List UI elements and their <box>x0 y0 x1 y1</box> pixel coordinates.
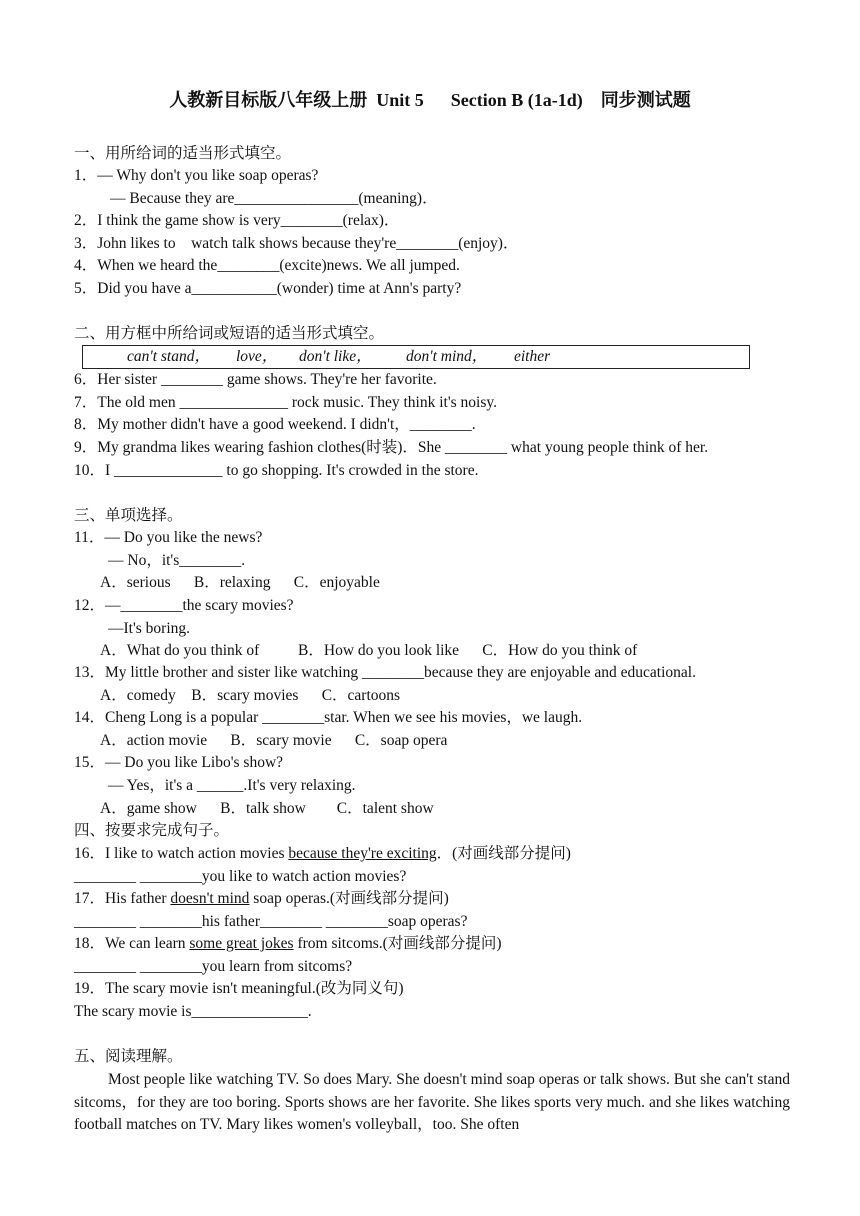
word-box-item: love， <box>236 348 278 365</box>
question-12-prompt: 12．—________the scary movies? <box>74 597 294 614</box>
section-1-heading: 一、用所给词的适当形式填空。 <box>74 145 292 162</box>
question-16-text: 16．I like to watch action movies <box>74 845 289 862</box>
question-13-options: A．comedy B．scary movies C．cartoons <box>100 687 401 704</box>
word-box-item: either <box>514 348 551 365</box>
question-1-prompt: 1．— Why don't you like soap operas? <box>74 167 319 184</box>
word-box <box>82 345 750 369</box>
question-11-prompt: 11．— Do you like the news? <box>74 529 263 546</box>
question-9: 9．My grandma likes wearing fashion clothes(时装)．She ________ what young people think of her. <box>74 439 709 456</box>
question-19-answer: The scary movie is_______________. <box>74 1003 312 1020</box>
word-box-item: can't stand， <box>127 348 210 365</box>
question-3: 3．John likes to watch talk shows because they're________(enjoy)． <box>74 235 519 252</box>
question-18-instruction: from sitcoms.(对画线部分提问) <box>293 935 502 952</box>
question-14: 14．Cheng Long is a popular ________star. When we see his movies，we laugh. <box>74 709 583 726</box>
section-4-heading: 四、按要求完成句子。 <box>74 822 230 839</box>
question-14-options: A．action movie B．scary movie C．soap opera <box>100 732 448 749</box>
question-2: 2．I think the game show is very________(relax)． <box>74 212 400 229</box>
question-19: 19．The scary movie isn't meaningful.(改为同义句) <box>74 980 404 997</box>
question-17-text: 17．His father <box>74 890 171 907</box>
question-18-answer: ________ ________you learn from sitcoms? <box>74 958 353 975</box>
question-8: 8．My mother didn't have a good weekend. I didn't，________. <box>74 416 476 433</box>
question-1-answer: — Because they are________________(meaning)． <box>110 190 438 207</box>
section-2-heading: 二、用方框中所给词或短语的适当形式填空。 <box>74 325 385 342</box>
question-5: 5．Did you have a___________(wonder) time at Ann's party? <box>74 280 462 297</box>
question-13: 13．My little brother and sister like watching ________because they are enjoyable and educational. <box>74 664 696 681</box>
question-16 <box>74 844 571 864</box>
question-16-underlined: because they're exciting <box>288 845 437 862</box>
question-10: 10．I ______________ to go shopping. It's crowded in the store. <box>74 462 479 479</box>
question-12-reply: —It's boring. <box>108 620 191 637</box>
question-17-answer: ________ ________his father________ ________soap operas? <box>74 913 468 930</box>
question-7: 7．The old men ______________ rock music. They think it's noisy. <box>74 394 497 411</box>
reading-passage: Most people like watching TV. So does Mary. She doesn't mind soap operas or talk shows. But she can't stand sitcoms，for they are too boring. Sports shows are her favorite. She likes sports very much. and she likes watching football matches on TV. Mary likes women's volleyball，too. She often <box>74 1071 790 1133</box>
question-11-options: A．serious B．relaxing C．enjoyable <box>100 574 380 591</box>
question-18-text: 18．We can learn <box>74 935 190 952</box>
question-15-options: A．game show B．talk show C．talent show <box>100 800 434 817</box>
question-17 <box>74 889 449 909</box>
question-6: 6．Her sister ________ game shows. They're her favorite. <box>74 371 437 388</box>
question-12-options: A．What do you think of B．How do you look like C．How do you think of <box>100 642 638 659</box>
section-5-heading: 五、阅读理解。 <box>74 1048 183 1065</box>
question-17-underlined: doesn't mind <box>170 890 250 907</box>
question-16-answer: ________ ________you like to watch action movies? <box>74 868 407 885</box>
question-4: 4．When we heard the________(excite)news. We all jumped. <box>74 257 460 274</box>
question-11-reply: — No，it's________. <box>108 552 246 569</box>
question-16-instruction: ．(对画线部分提问) <box>436 845 571 862</box>
word-box-item: don't mind， <box>406 348 488 365</box>
section-3-heading: 三、单项选择。 <box>74 507 183 524</box>
question-18 <box>74 934 502 954</box>
question-15-reply: — Yes，it's a ______.It's very relaxing. <box>108 777 356 794</box>
word-box-item: don't like， <box>299 348 372 365</box>
page-title: 人教新目标版八年级上册 Unit 5 Section B (1a-1d) 同步测试题 <box>169 90 691 110</box>
question-15-prompt: 15．— Do you like Libo's show? <box>74 754 284 771</box>
question-18-underlined: some great jokes <box>189 935 294 952</box>
question-17-instruction: soap operas.(对画线部分提问) <box>249 890 449 907</box>
